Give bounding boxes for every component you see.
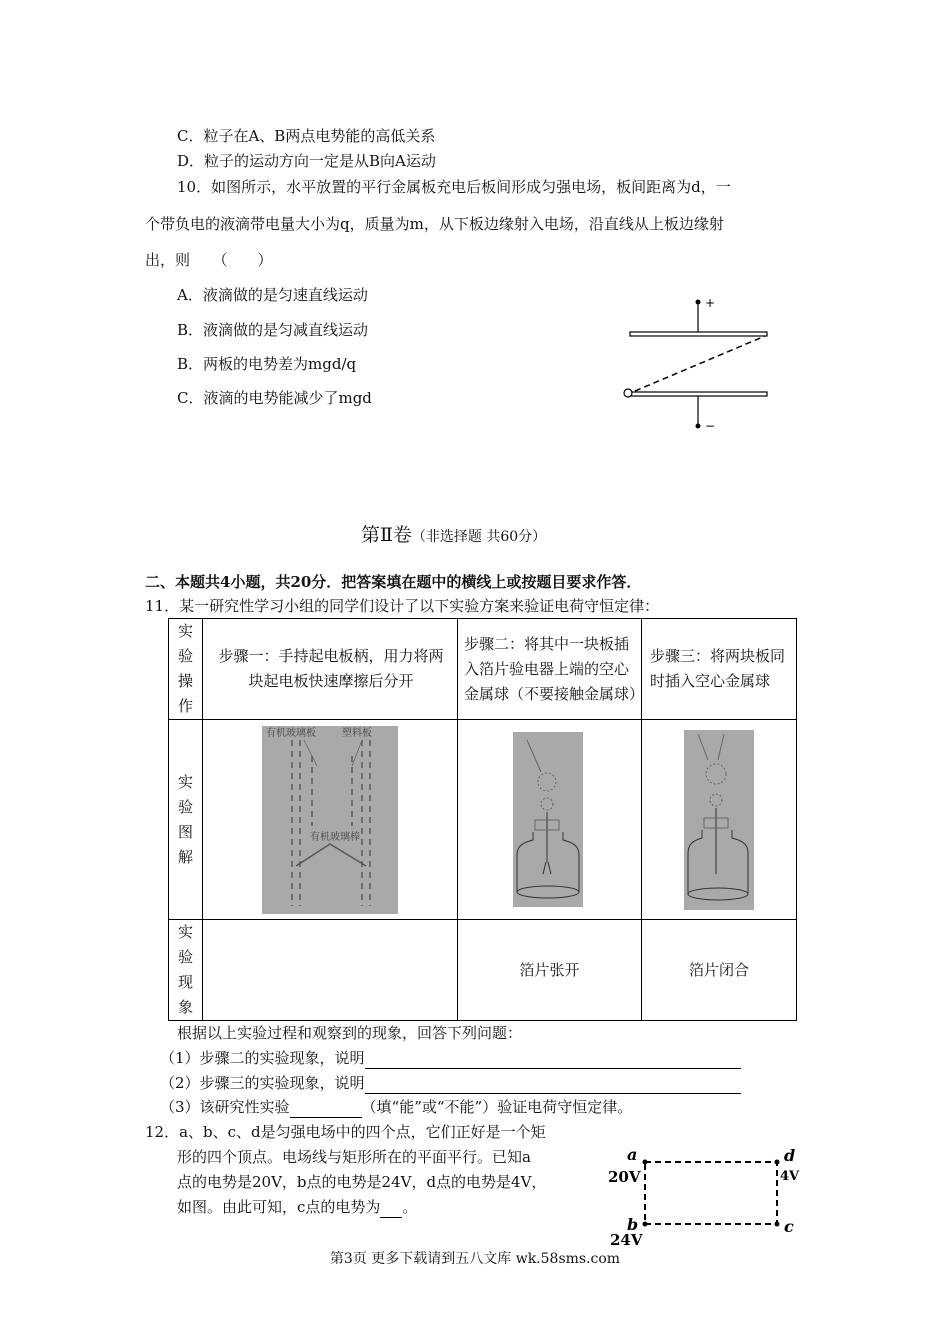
value-b: 24V	[610, 1231, 643, 1248]
q11-sub-1: （1）步骤二的实验现象，说明	[160, 1048, 741, 1069]
part2-subtitle: （非选择题 共60分）	[411, 529, 547, 545]
label-organic-glass-board: 有机玻璃板	[266, 727, 316, 739]
part2-title	[361, 520, 546, 547]
step3-cell: 步骤三：将两块板同时插入空心金属球	[642, 619, 797, 720]
part2-instruction: 二、本题共4小题，共20分．把答案填在题中的横线上或按题目要求作答．	[145, 573, 642, 591]
q11-stem: 11．某一研究性学习小组的同学们设计了以下实验方案来验证电荷守恒定律：	[145, 597, 660, 615]
label-b: b	[627, 1215, 639, 1234]
value-d: 4V	[780, 1169, 800, 1184]
label-d: d	[784, 1148, 796, 1165]
answer-blank-q12[interactable]	[380, 1197, 402, 1218]
diagram-cell-2	[458, 720, 642, 920]
q12-line-4: 如图。由此可知，c点的电势为 。	[177, 1198, 418, 1216]
lower-plate	[630, 392, 767, 396]
q10-stem-3: 出，则 （ ）	[145, 251, 273, 269]
answer-blank-2[interactable]	[365, 1073, 741, 1094]
q11-sub-3: （3）该研究性实验 （填“能”或“不能”）验证电荷守恒定律。	[160, 1098, 633, 1116]
bottom-terminal	[696, 424, 701, 429]
q10-option-a: A．液滴做的是匀速直线运动	[177, 286, 368, 304]
q9-option-d: D．粒子的运动方向一定是从B向A运动	[177, 152, 436, 170]
q11-sub-2: （2）步骤三的实验现象，说明	[160, 1073, 741, 1094]
q10-option-b2: B．两板的电势差为mgd/q	[177, 355, 357, 373]
label-glass-rod: 有机玻璃棒	[310, 831, 360, 843]
q10-option-c: C．液滴的电势能减少了mgd	[177, 389, 372, 407]
phenomenon-cell-1	[203, 920, 458, 1021]
plus-sign: +	[705, 296, 716, 310]
electroscope-drawing-2	[684, 730, 754, 910]
step1-cell: 步骤一：手持起电板柄，用力将两块起电板快速摩擦后分开	[203, 619, 458, 720]
rectangle-abcd-figure	[600, 1148, 810, 1248]
minus-sign: −	[705, 419, 716, 433]
electroscope-image-2	[684, 730, 754, 910]
table-row-diagram	[169, 720, 797, 920]
row-label-operation: 实 验 操 作	[169, 619, 203, 720]
table-row-operation	[169, 619, 797, 720]
phenomenon-cell-2: 箔片张开	[458, 920, 642, 1021]
experiment-table	[168, 618, 797, 1021]
electroscope-drawing-1	[513, 732, 583, 907]
diagram-cell-1	[203, 720, 458, 920]
q9-option-c: C．粒子在A、B两点电势能的高低关系	[177, 127, 436, 145]
label-plastic-board: 塑料板	[342, 727, 372, 739]
droplet	[624, 389, 632, 397]
q10-option-b1: B．液滴做的是匀减直线运动	[177, 321, 369, 339]
row-label-phenomenon: 实 验 现 象	[169, 920, 203, 1021]
q12-line-1: 12．a、b、c、d是匀强电场中的四个点，它们正好是一个矩	[145, 1123, 546, 1141]
q10-stem-1: 10．如图所示，水平放置的平行金属板充电后板间形成匀强电场，板间距离为d，一	[177, 178, 731, 196]
table-row-phenomenon	[169, 920, 797, 1021]
value-a: 20V	[608, 1168, 641, 1186]
row-label-diagram: 实 验 图 解	[169, 720, 203, 920]
page-footer: 第3页 更多下载请到五八文库 wk.58sms.com	[329, 1251, 621, 1267]
rectangle	[645, 1162, 777, 1224]
label-a: a	[627, 1148, 638, 1164]
q11-after: 根据以上实验过程和观察到的现象，回答下列问题：	[177, 1024, 523, 1042]
q10-stem-2: 个带负电的液滴带电量大小为q，质量为m，从下板边缘射入电场，沿直线从上板边缘射	[145, 215, 724, 233]
answer-blank-3[interactable]	[290, 1097, 362, 1118]
droplet-path	[635, 336, 765, 391]
diagram-cell-3	[642, 720, 797, 920]
phenomenon-cell-3: 箔片闭合	[642, 920, 797, 1021]
friction-boards-drawing	[262, 726, 398, 914]
upper-plate	[630, 332, 767, 336]
answer-blank-1[interactable]	[365, 1048, 741, 1069]
top-terminal	[696, 300, 701, 305]
label-c: c	[784, 1217, 794, 1236]
q12-line-3: 点的电势是20V，b点的电势是24V，d点的电势是4V，	[177, 1173, 547, 1191]
part2-title-main: 第Ⅱ卷	[361, 524, 412, 546]
q12-line-2: 形的四个顶点。电场线与矩形所在的平面平行。已知a	[177, 1148, 531, 1166]
electroscope-image-1	[513, 732, 583, 907]
step2-cell: 步骤二：将其中一块板插入箔片验电器上端的空心金属球（不要接触金属球）	[458, 619, 642, 720]
parallel-plates-figure	[615, 292, 775, 437]
friction-boards-image	[262, 726, 398, 914]
